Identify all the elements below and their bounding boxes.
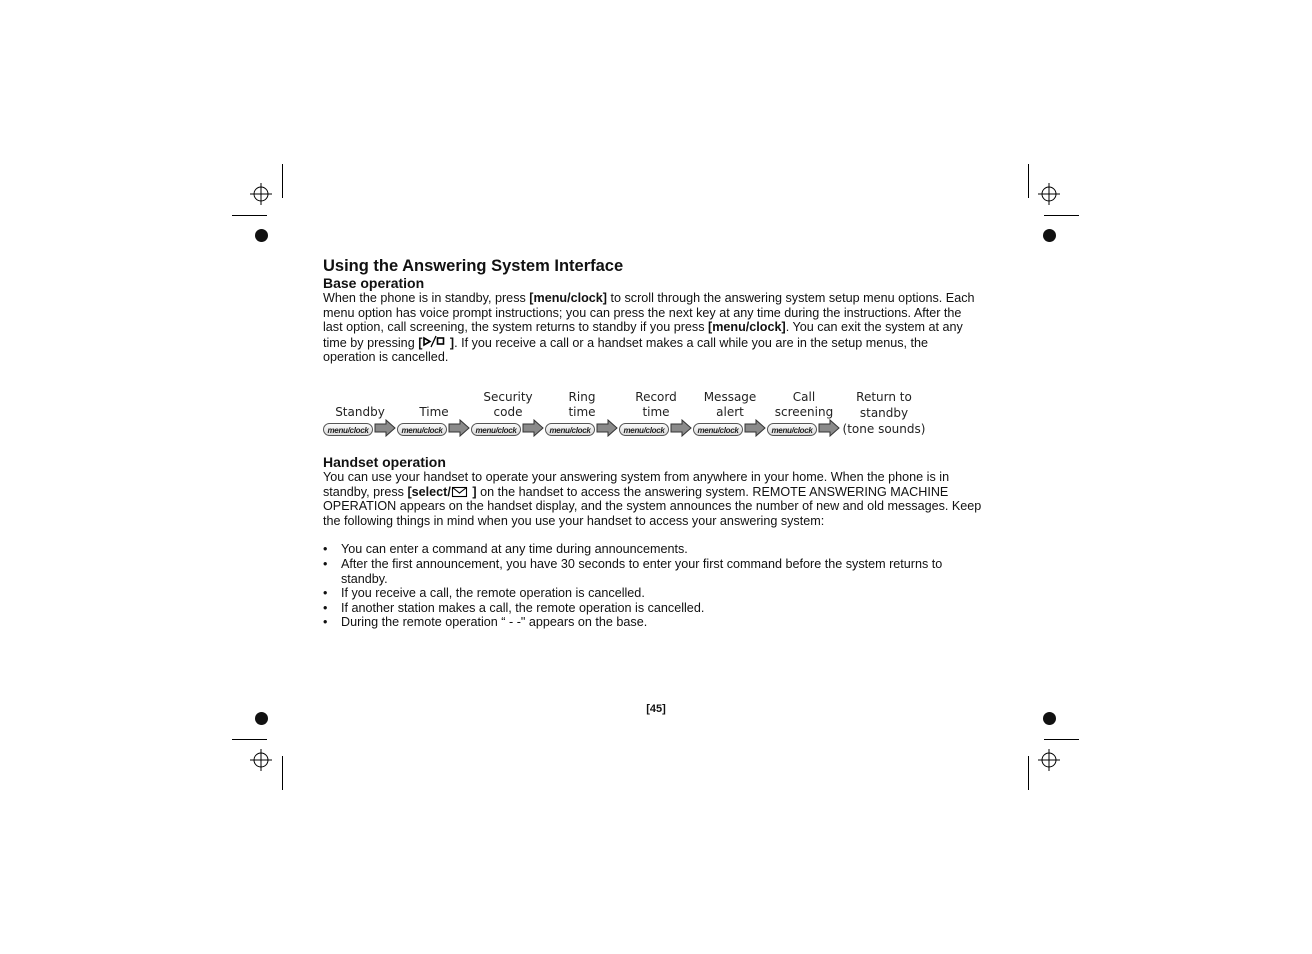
page-number: [45] — [646, 703, 666, 715]
flow-step — [693, 379, 767, 437]
handset-notes-list — [323, 542, 983, 630]
key-name: [menu/clock] — [529, 291, 607, 305]
arrow-right-icon — [596, 419, 618, 437]
menu-clock-key-icon: menu/clock — [471, 423, 521, 436]
text-run: . If you receive a call or a handset makes a call while you are in the setup menus, the operation is cancelled. — [323, 335, 929, 365]
arrow-right-icon — [670, 419, 692, 437]
flow-step-label: Record time — [635, 389, 677, 419]
flow-step-label: Message alert — [703, 389, 757, 419]
registration-target-icon — [250, 183, 272, 205]
list-item: • During the remote operation “ - -" appears on the base. — [323, 615, 983, 630]
text-run: When the phone is in standby, press — [323, 291, 530, 305]
flow-final-step — [839, 379, 929, 437]
registration-target-icon — [1038, 183, 1060, 205]
key-bracket: ] — [468, 484, 477, 499]
base-operation-text — [323, 291, 983, 365]
list-item: • If another station makes a call, the remote operation is cancelled. — [323, 601, 983, 616]
base-operation-heading: Base operation — [323, 275, 425, 291]
text-run: . You can exit the system at any time by pressing — [323, 320, 963, 350]
registration-dot-icon — [255, 229, 268, 242]
handset-operation-heading: Handset operation — [323, 453, 446, 470]
registration-target-icon — [250, 749, 272, 771]
registration-target-icon — [1038, 749, 1060, 771]
handset-operation-text — [323, 470, 983, 528]
arrow-right-icon — [448, 419, 470, 437]
flow-step — [767, 379, 841, 437]
key-bracket: [select/ — [407, 484, 451, 499]
menu-clock-key-icon: menu/clock — [619, 423, 669, 436]
page-content — [323, 256, 983, 630]
registration-dot-icon — [1043, 229, 1056, 242]
key-name: [menu/clock] — [708, 320, 786, 335]
flow-step-label: Call screening — [774, 389, 834, 419]
menu-clock-key-icon: menu/clock — [323, 423, 373, 436]
menu-flow-diagram — [323, 379, 983, 437]
flow-step — [545, 379, 619, 437]
arrow-right-icon — [818, 419, 840, 437]
flow-step — [619, 379, 693, 437]
flow-step-label: Ring time — [568, 389, 596, 419]
page-title: Using the Answering System Interface — [323, 257, 624, 275]
key-bracket: ] — [446, 335, 455, 350]
arrow-right-icon — [744, 419, 766, 437]
flow-step — [323, 379, 397, 437]
menu-clock-key-icon: menu/clock — [545, 423, 595, 436]
text-run: You can use your handset to operate your answering system from anywhere in your home. When the phone is in standby, press — [323, 469, 950, 499]
play-stop-icon — [422, 335, 446, 349]
arrow-right-icon — [374, 419, 396, 437]
menu-clock-key-icon: menu/clock — [767, 423, 817, 436]
flow-step-label: Time — [419, 404, 449, 419]
flow-step-label: Security code — [483, 389, 533, 419]
text-run: to scroll through the answering system setup menu options. Each menu option has voice prompt instructions; you can press the next key at any time during the instructions. After the last option, call screening, the system returns to standby if you press — [323, 291, 975, 335]
flow-step-label: Standby — [335, 404, 385, 419]
flow-final-label: Return to standby (tone sounds) — [842, 389, 926, 436]
list-item: • You can enter a command at any time during announcements. — [323, 542, 983, 557]
envelope-icon — [451, 486, 469, 498]
arrow-right-icon — [522, 419, 544, 437]
list-item: • After the first announcement, you have 30 seconds to enter your first command before the system returns to standby. — [323, 557, 983, 586]
text-run: on the handset to access the answering system. REMOTE ANSWERING MACHINE OPERATION appears on the handset display, and the system announces the number of new and old messages. Keep the following things in mind when you use your handset to access your answering system: — [323, 484, 982, 528]
menu-clock-key-icon: menu/clock — [693, 423, 743, 436]
menu-clock-key-icon: menu/clock — [397, 423, 447, 436]
flow-step — [397, 379, 471, 437]
flow-step — [471, 379, 545, 437]
list-item: • If you receive a call, the remote operation is cancelled. — [323, 586, 983, 601]
key-bracket: [ — [418, 335, 423, 350]
